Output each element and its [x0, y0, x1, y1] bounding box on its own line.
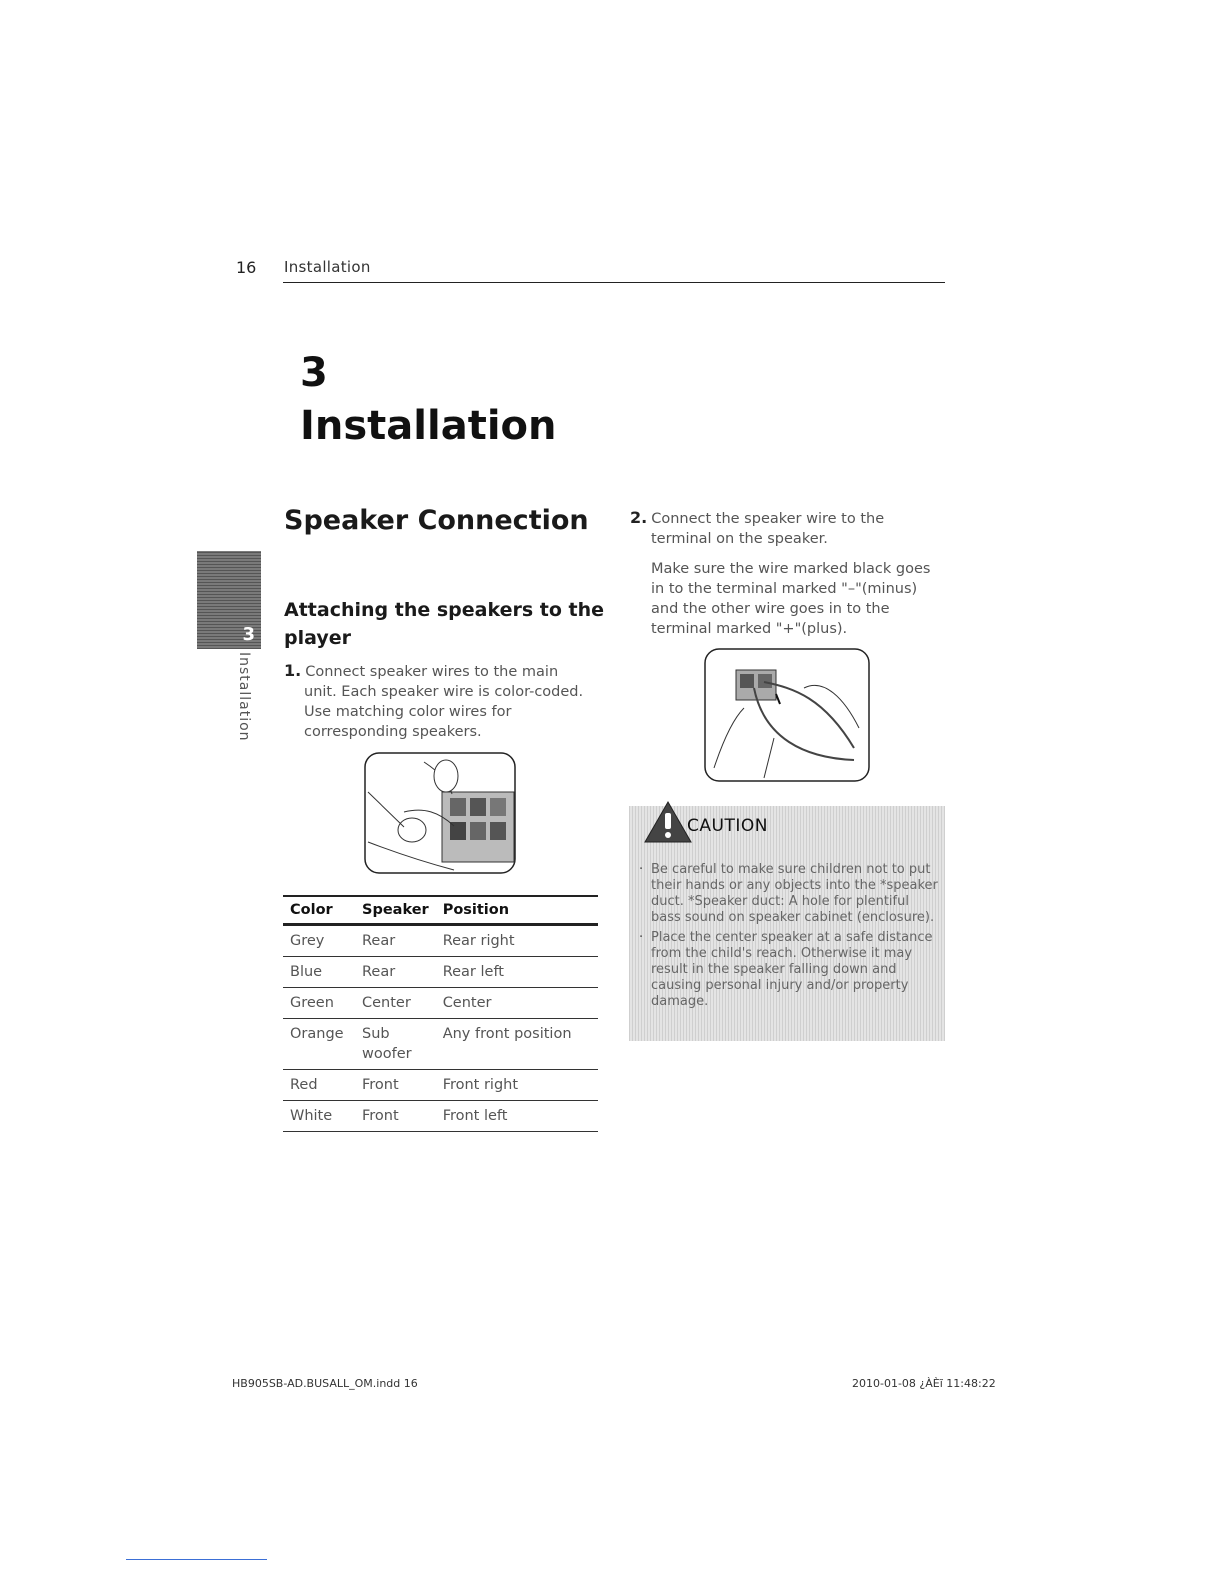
step-2-text: Connect the speaker wire to the terminal on the speaker.: [651, 511, 885, 547]
speaker-color-table: [283, 895, 598, 1132]
step-1-number: 1.: [284, 661, 302, 680]
table-cell: Green: [283, 988, 355, 1019]
table-cell: Rear: [355, 925, 436, 957]
step-2: [630, 508, 940, 639]
table-cell: Any front position: [436, 1019, 598, 1070]
caution-box: [629, 806, 945, 1041]
subsection-title: Attaching the speakers to the player: [284, 599, 605, 649]
table-header-position: Position: [436, 896, 598, 925]
step-1: [284, 661, 584, 742]
caution-title: CAUTION: [687, 816, 768, 836]
step-1-text: Connect speaker wires to the main unit. Each speaker wire is color-coded. Use matching color wires for corresponding speakers.: [304, 664, 584, 740]
table-header-speaker: Speaker: [355, 896, 436, 925]
step-2-number: 2.: [630, 508, 648, 527]
table-row: [283, 988, 598, 1019]
table-cell: Red: [283, 1070, 355, 1101]
table-cell: Sub woofer: [355, 1019, 436, 1070]
side-tab-label: [230, 652, 254, 742]
speaker-terminal-illustration: [704, 648, 870, 782]
warning-triangle-icon: [643, 800, 693, 844]
footer-file-name: HB905SB-AD.BUSALL_OM.indd 16: [232, 1377, 418, 1390]
table-header-color: Color: [283, 896, 355, 925]
footer-timestamp: 2010-01-08 ¿ÀÈĩ 11:48:22: [852, 1377, 996, 1390]
table-row: [283, 1101, 598, 1132]
table-row: [283, 1019, 598, 1070]
table-row: [283, 957, 598, 988]
table-header-row: [283, 896, 598, 925]
section-title: Speaker Connection: [284, 505, 589, 536]
page-number: 16: [236, 258, 257, 277]
table-row: [283, 1070, 598, 1101]
chapter-number: 3: [300, 350, 328, 396]
table-cell: White: [283, 1101, 355, 1132]
main-unit-wiring-illustration: [364, 752, 516, 874]
bottom-link-underline: [126, 1559, 267, 1560]
table-cell: Blue: [283, 957, 355, 988]
table-cell: Front: [355, 1070, 436, 1101]
side-tab-label-text: Installation: [236, 652, 252, 742]
step-2-note: Make sure the wire marked black goes in to the terminal marked "–"(minus) and the other wire goes in to the terminal marked "+"(plus).: [651, 561, 931, 637]
header-divider: [283, 282, 945, 283]
table-cell: Front left: [436, 1101, 598, 1132]
table-cell: Center: [355, 988, 436, 1019]
table-row: [283, 925, 598, 957]
caution-list: [637, 862, 941, 1014]
header-section-title: Installation: [284, 258, 371, 276]
table-cell: Rear right: [436, 925, 598, 957]
side-chapter-tab: [197, 551, 261, 649]
table-cell: Center: [436, 988, 598, 1019]
side-tab-number: 3: [242, 624, 255, 645]
table-cell: Rear: [355, 957, 436, 988]
list-item: · Be careful to make sure children not to put their hands or any objects into the *speaker duct. *Speaker duct: A hole for plentiful bass sound on speaker cabinet (enclosure).: [637, 862, 941, 926]
table-cell: Front right: [436, 1070, 598, 1101]
table-cell: Front: [355, 1101, 436, 1132]
table-cell: Orange: [283, 1019, 355, 1070]
list-item: · Place the center speaker at a safe distance from the child's reach. Otherwise it may result in the speaker falling down and causing personal injury and/or property damage.: [637, 930, 941, 1010]
table-cell: Rear left: [436, 957, 598, 988]
chapter-title: Installation: [300, 403, 557, 449]
table-cell: Grey: [283, 925, 355, 957]
